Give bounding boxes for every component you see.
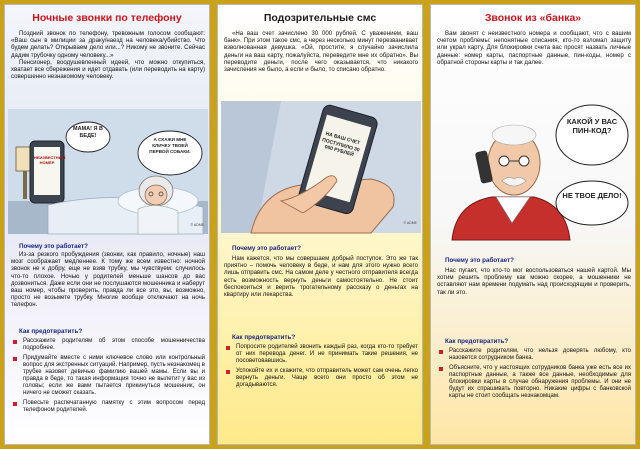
intro-paragraph: Поздний звонок по телефону, тревожным голосом сообщают: «Ваш сын в милиции за драку/наезд на человека/убийство. Что будем делать? Открываем дело или...? Никому не звоните. Сейчас дадим трубочку одному человеку...» [11, 30, 205, 59]
list-item: Повесьте распечатанную памятку с этим вопросом перед телефоном родителей. [13, 400, 205, 414]
why-heading: Почему это работает? [232, 245, 301, 252]
why-paragraph: Из-за резкого пробуждения (звонки, как правило, ночные) наш мозг соображает медленнее. К тому же всем известно: ночной звонок не к добру, еще не взяв трубку, мы чувствуем: случилось что-то плохое. Ночью у родителей меньше шансов до вас дозвониться. Даже если они не послушаются мошенника и наберут ваш номер, чтобы проверить, правда ли все это, вы, возможно, просто не возьмете трубку. Многие вообще отключают на ночь телефон. [11, 251, 205, 309]
why-heading: Почему это работает? [445, 257, 514, 264]
why-paragraph: Нас пугает, что кто-то мог воспользоваться нашей картой. Мы хотим решить проблему как можно скорее, а мошенники не оставляют нам времени подумать над происходящим и проверить, так ли это. [437, 267, 631, 296]
panel-title: Ночные звонки по телефону [32, 12, 182, 24]
prevent-list [439, 348, 631, 403]
prevent-list [13, 338, 205, 417]
night-call-illustration [8, 109, 208, 234]
list-item: Попросите родителей звонить каждый раз, когда кто-то требует от них перевода денег. И не принимать такие решения, не посоветовавшись. [226, 344, 418, 365]
why-text [11, 251, 205, 309]
sms-illustration [221, 101, 421, 233]
bubble-pin-question: КАКОЙ У ВАС ПИН-КОД? [566, 117, 618, 135]
why-text [437, 267, 631, 296]
list-item: Расскажите родителям об этом способе мошенничества подробнее. [13, 338, 205, 352]
panel-bank-call [430, 4, 636, 445]
illustration-credit: © ADME [190, 223, 204, 227]
list-item: Успокойте их и скажите, что отправитель может сам очень легко вернуть деньги. Чаще всего они просто об этом не догадываются. [226, 368, 418, 389]
panel-title: Подозрительные смс [263, 12, 377, 24]
list-item: Объясните, что у настоящих сотрудников банка уже есть все их паспортные данные, а также все данные, необходимые для блокировки карты в случае обнаружения проблемы. И они не будут их спрашивать повторно. Никакие цифры с банковской карты не стоит сообщать незнакомцам. [439, 365, 631, 400]
why-paragraph: Нам кажется, что мы совершаем добрый поступок. Это же так приятно – помочь человеку в беде, и нам для этого нужно всего лишь отправить смс. На самом деле у честного отправителя всегда есть возможность вернуть деньги самостоятельно. Не стоит беспокоиться и верить трогательному рассказу о деньгах на квартиру или лекарства. [224, 255, 418, 299]
panel-title: Звонок из «банка» [484, 12, 582, 24]
intro-text [224, 30, 418, 73]
list-item: Расскажите родителям, что нельзя доверять любому, кто назовется сотрудником банка. [439, 348, 631, 362]
intro-paragraph: «На ваш счет зачислено 30 000 рублей. С уважением, ваш банк». При этом такое смс, а через несколько минут перезванивает взволнованная девушка. «Ой, простите, я случайно зачислила деньги на ваш карту, пожалуйста, переведите мне их обратно». Вы переводите деньги, после чего оказывается, что никакого зачисления не было, а если и было, то списано обратно. [224, 30, 418, 74]
bubble-answer: НЕ ТВОЕ ДЕЛО! [562, 191, 622, 200]
intro-text [437, 30, 631, 66]
why-text [224, 255, 418, 298]
prevent-heading: Как предотвратить? [19, 328, 83, 335]
grandpa-icon [452, 125, 570, 240]
prevent-list [226, 344, 418, 392]
prevent-heading: Как предотвратить? [445, 338, 509, 345]
prevent-heading: Как предотвратить? [232, 334, 296, 341]
why-heading: Почему это работает? [19, 243, 88, 250]
illustration-credit: © ADME [403, 221, 417, 225]
sms-message-text: НА ВАШ СЧЕТ ПОСТУПИЛО 30 000 РУБЛЕЙ [321, 130, 361, 159]
bubble-question-text: А СКАЖИ МНЕ КЛИЧКУ ТВОЕЙ ПЕРВОЙ СОБАКИ. [149, 137, 191, 154]
bubble-mom-text: МАМА! Я В БЕДЕ! [73, 126, 103, 139]
list-item: Придумайте вместе с ними ключевое слово или контрольный вопрос для экстренных ситуаций. Например, пусть незнакомец в трубке назовет девичью фамилию вашей мамы. Если вы и правда в беде, то такая информация точно не вылетит у вас из головы; если же вами пытается прикинуться мошенник, он ничего не сможет сказать. [13, 355, 205, 397]
panel-night-calls [4, 4, 210, 445]
intro-paragraph: Вам звонят с неизвестного номера и сообщают, что с вашим счетом проблемы: непонятные списания, кто-то взломал защиту или украл карту. Для блокировки счета вас просят назвать личные данные: номер карты, паспортные данные, пин-коды, номер с обратной стороны карты и так далее. [437, 30, 631, 66]
panel-suspicious-sms [217, 4, 423, 445]
unknown-number-label: НЕИЗВЕСТНЫЙ НОМЕР [34, 155, 66, 165]
intro-text [11, 30, 205, 80]
intro-paragraph: Пенсионер, воодушевленный идеей, что можно откупиться, хватает все сбережения и идет отдавать (или переводить на карту) совершенно незнакомому человеку. [11, 58, 205, 81]
bank-call-illustration [434, 95, 634, 240]
